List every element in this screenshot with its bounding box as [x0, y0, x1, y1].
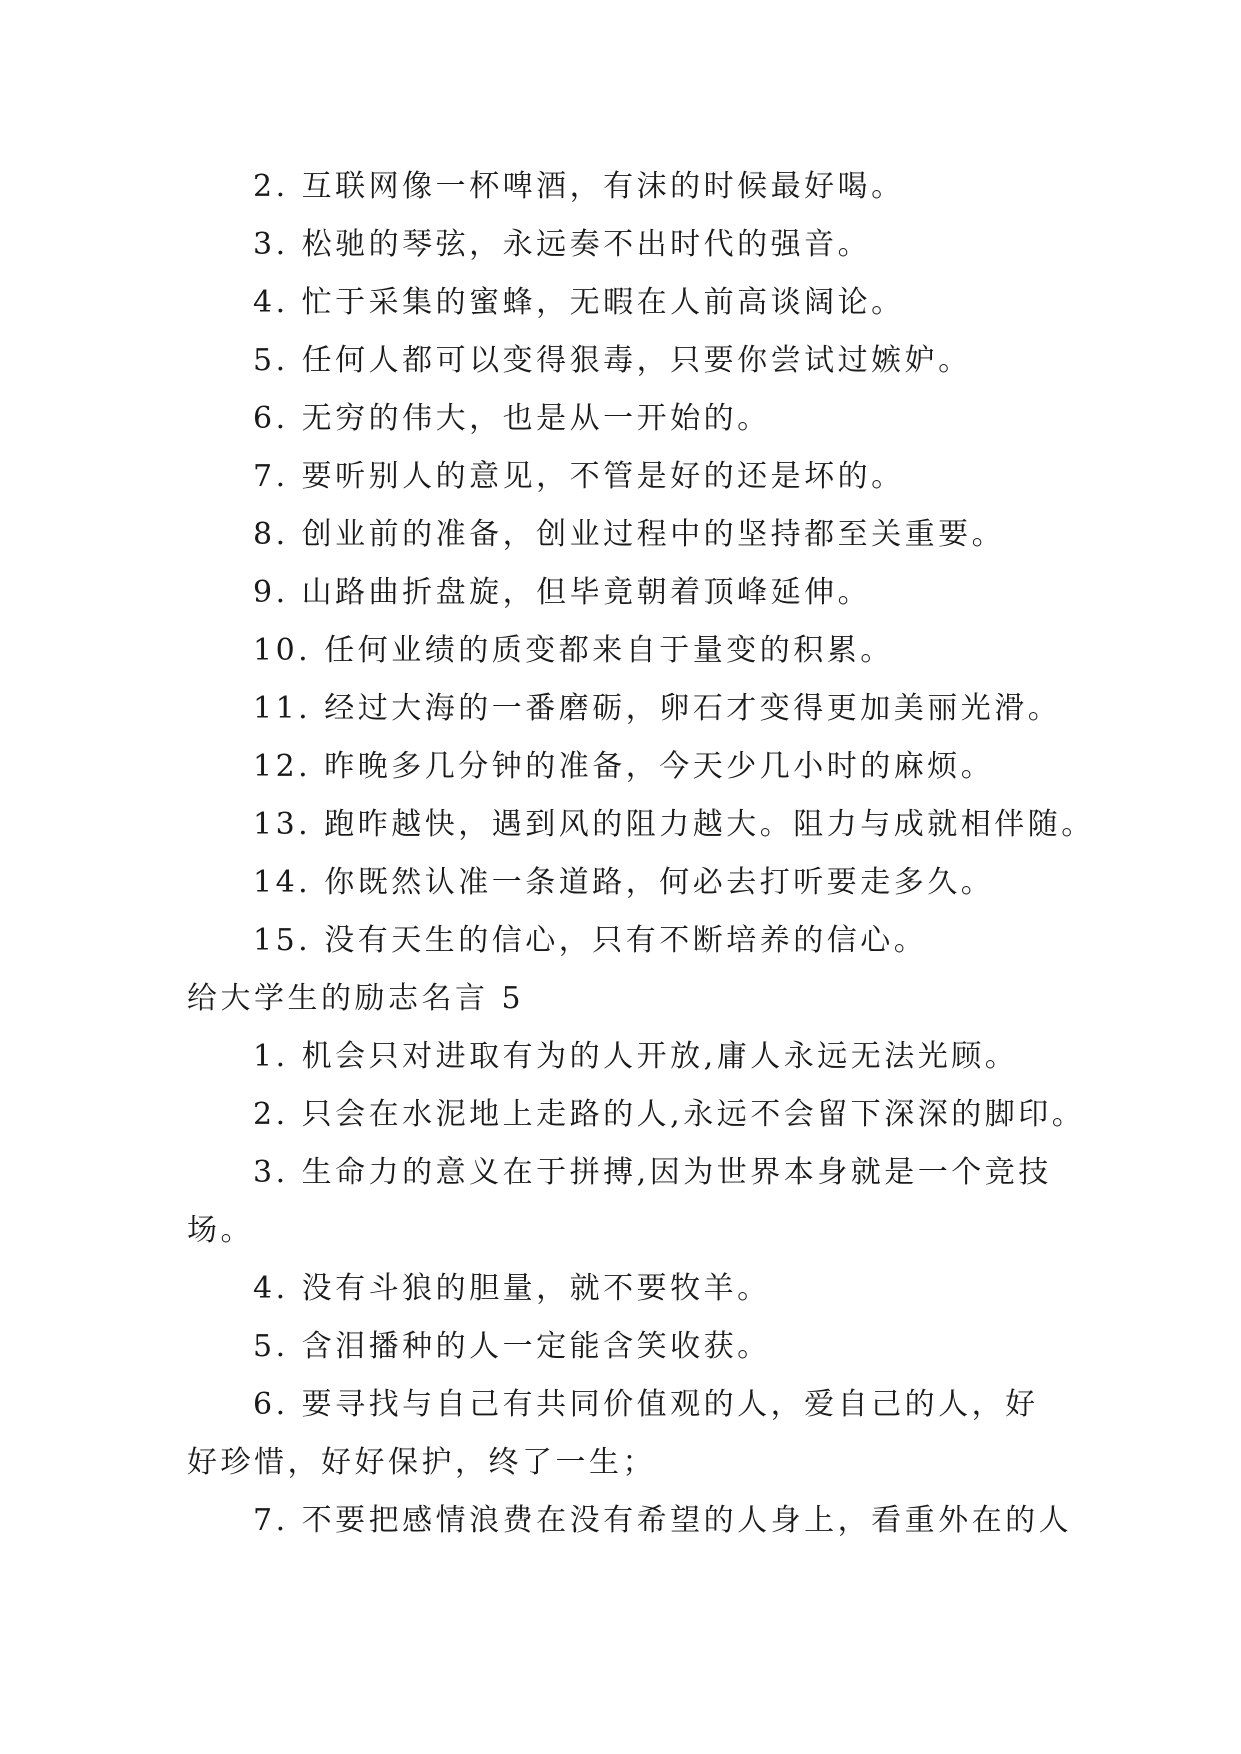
quote-line: 2. 只会在水泥地上走路的人,永远不会留下深深的脚印。 — [253, 1097, 1086, 1132]
quote-line: 14. 你既然认准一条道路，何必去打听要走多久。 — [253, 865, 995, 900]
quote-line: 6. 要寻找与自己有共同价值观的人，爱自己的人，好好珍惜，好好保护，终了一生； — [187, 1387, 1039, 1480]
quote-line: 11. 经过大海的一番磨砺，卵石才变得更加美丽光滑。 — [253, 691, 1062, 726]
section-heading: 给大学生的励志名言 5 — [187, 981, 525, 1016]
quote-line: 13. 跑昨越快，遇到风的阻力越大。阻力与成就相伴随。 — [253, 807, 1095, 842]
quote-line: 4. 忙于采集的蜜蜂，无暇在人前高谈阔论。 — [253, 285, 905, 320]
quote-line: 10. 任何业绩的质变都来自于量变的积累。 — [253, 633, 894, 668]
quote-line: 6. 无穷的伟大，也是从一开始的。 — [253, 401, 771, 436]
quote-line: 4. 没有斗狼的胆量，就不要牧羊。 — [253, 1271, 771, 1306]
quote-line: 1. 机会只对进取有为的人开放,庸人永远无法光顾。 — [253, 1039, 1019, 1074]
quote-line: 15. 没有天生的信心，只有不断培养的信心。 — [253, 923, 928, 958]
quote-line: 7. 不要把感情浪费在没有希望的人身上，看重外在的人 — [253, 1503, 1073, 1538]
quote-line: 5. 含泪播种的人一定能含笑收获。 — [253, 1329, 771, 1364]
quote-line: 2. 互联网像一杯啤酒，有沫的时候最好喝。 — [253, 169, 905, 204]
quote-line: 3. 松驰的琴弦，永远奏不出时代的强音。 — [253, 227, 872, 262]
quote-line: 7. 要听别人的意见，不管是好的还是坏的。 — [253, 459, 905, 494]
quote-line: 9. 山路曲折盘旋，但毕竟朝着顶峰延伸。 — [253, 575, 872, 610]
quote-line: 12. 昨晚多几分钟的准备，今天少几小时的麻烦。 — [253, 749, 995, 784]
quote-line: 5. 任何人都可以变得狠毒，只要你尝试过嫉妒。 — [253, 343, 972, 378]
quote-line: 8. 创业前的准备，创业过程中的坚持都至关重要。 — [253, 517, 1006, 552]
document-body — [187, 158, 1095, 1550]
quote-line: 3. 生命力的意义在于拼搏,因为世界本身就是一个竞技场。 — [187, 1155, 1052, 1248]
